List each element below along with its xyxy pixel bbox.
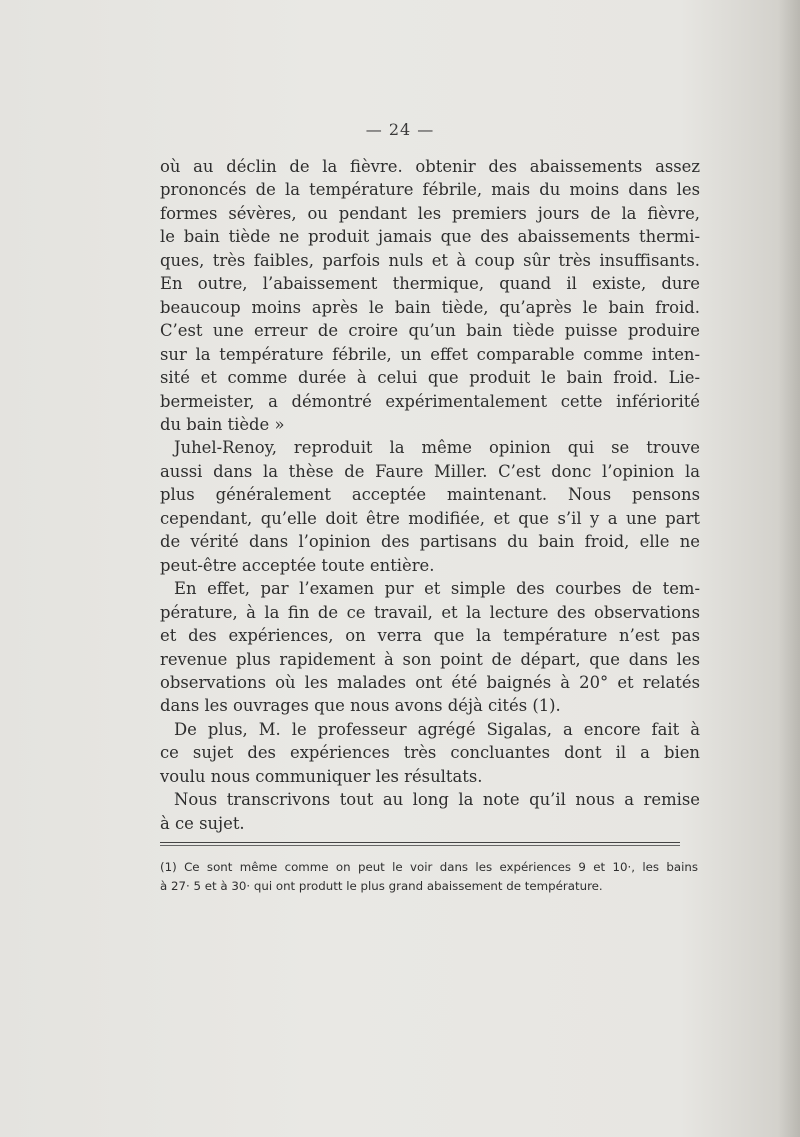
text-line: En outre, l’abaissement thermique, quand il existe, dure (160, 274, 700, 294)
text-line: peut-être acceptée toute entière. (160, 555, 435, 575)
text-line: ce sujet des expériences très concluantes dont il a bien (160, 743, 700, 763)
footnote-line: à 27· 5 et à 30· qui ont produtt le plus grand abaissement de température. (160, 879, 603, 893)
text-line: revenue plus rapidement à son point de départ, que dans les (160, 649, 700, 669)
text-line: sur la température fébrile, un effet comparable comme inten- (160, 344, 700, 364)
text-line: pérature, à la fin de ce travail, et la lecture des observations (160, 602, 700, 622)
text-line: le bain tiède ne produit jamais que des abaissements thermi- (160, 227, 700, 247)
footnote-rule-secondary (160, 845, 680, 846)
text-line: ques, très faibles, parfois nuls et à coup sûr très insuffisants. (160, 250, 700, 270)
text-line: du bain tiède » (160, 414, 285, 434)
text-line: voulu nous communiquer les résultats. (160, 766, 483, 786)
text-line: et des expériences, on verra que la température n’est pas (160, 626, 700, 646)
footnote-line: (1) Ce sont même comme on peut le voir dans les expériences 9 et 10·, les bains (160, 860, 698, 874)
page-edge-shadow (778, 0, 800, 1137)
text-line: plus généralement acceptée maintenant. Nous pensons (160, 485, 700, 505)
footnote (160, 858, 698, 896)
text-line: sité et comme durée à celui que produit le bain froid. Lie- (160, 368, 700, 388)
text-line: formes sévères, ou pendant les premiers jours de la fièvre, (160, 203, 700, 223)
text-line: En effet, par l’examen pur et simple des courbes de tem- (174, 579, 700, 599)
text-line: bermeister, a démontré expérimentalement cette infériorité (160, 391, 700, 411)
text-line: observations où les malades ont été baignés à 20° et relatés (160, 672, 700, 692)
text-line: Nous transcrivons tout au long la note qu’il nous a remise (174, 790, 700, 810)
text-line: Juhel-Renoy, reproduit la même opinion qui se trouve (174, 438, 700, 458)
text-line: C’est une erreur de croire qu’un bain tiède puisse produire (160, 321, 700, 341)
text-line: dans les ouvrages que nous avons déjà cités (1). (160, 696, 561, 716)
page-number: — 24 — (365, 120, 435, 139)
text-line: cependant, qu’elle doit être modifiée, et que s’il y a une part (160, 508, 700, 528)
text-line: De plus, M. le professeur agrégé Sigalas, a encore fait à (174, 719, 700, 739)
text-line: où au déclin de la fièvre. obtenir des abaissements assez (160, 157, 700, 176)
body-text (160, 155, 700, 835)
text-line: aussi dans la thèse de Faure Miller. C’est donc l’opinion la (160, 461, 700, 481)
text-line: de vérité dans l’opinion des partisans du bain froid, elle ne (160, 532, 700, 552)
text-line: à ce sujet. (160, 813, 245, 833)
text-line: prononcés de la température fébrile, mais du moins dans les (160, 180, 700, 200)
text-line: beaucoup moins après le bain tiède, qu’après le bain froid. (160, 297, 700, 317)
footnote-rule (160, 842, 680, 843)
